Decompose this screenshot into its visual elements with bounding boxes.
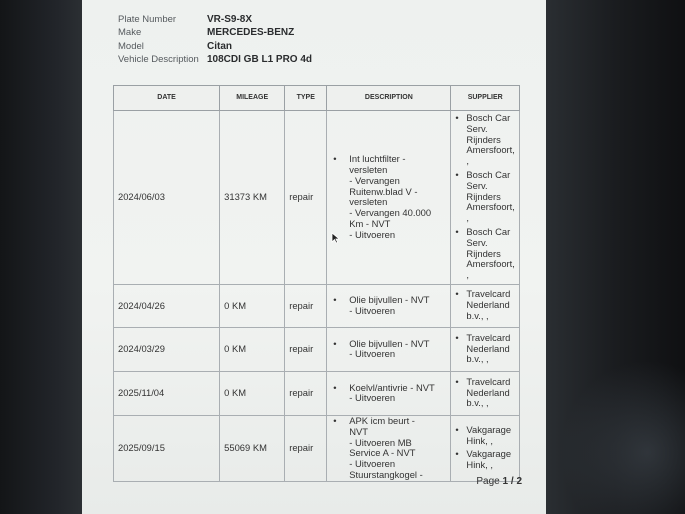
supplier-item: • Bosch Car Serv. Rijnders Amersfoort, , bbox=[455, 227, 515, 281]
cell-date: 2024/04/26 bbox=[114, 284, 220, 327]
mouse-pointer-icon bbox=[331, 232, 341, 244]
cell-type: repair bbox=[285, 415, 327, 481]
cell-type: repair bbox=[285, 327, 327, 371]
vehicle-info bbox=[118, 13, 312, 67]
table-row bbox=[114, 371, 520, 415]
cell-type: repair bbox=[285, 284, 327, 327]
supplier-list bbox=[455, 111, 515, 281]
supplier-list bbox=[455, 287, 515, 321]
cell-supplier bbox=[451, 284, 520, 327]
cell-description bbox=[327, 415, 451, 481]
cell-date: 2025/09/15 bbox=[114, 415, 220, 481]
supplier-item: • Travelcard Nederland b.v., , bbox=[455, 377, 515, 409]
cell-description bbox=[327, 327, 451, 371]
cell-supplier bbox=[451, 371, 520, 415]
description-item bbox=[331, 295, 446, 317]
make-label: Make bbox=[118, 27, 142, 39]
supplier-item: • Travelcard Nederland b.v., , bbox=[455, 289, 515, 321]
header-date: DATE bbox=[114, 86, 220, 111]
cell-type: repair bbox=[285, 111, 327, 285]
cell-supplier bbox=[451, 327, 520, 371]
supplier-item: • Bosch Car Serv. Rijnders Amersfoort, , bbox=[455, 113, 515, 167]
cell-mileage: 55069 KM bbox=[220, 415, 285, 481]
vehicle-description-label: Vehicle Description bbox=[118, 54, 199, 66]
cell-description bbox=[327, 284, 451, 327]
make-value: MERCEDES-BENZ bbox=[207, 27, 295, 39]
cell-description bbox=[327, 371, 451, 415]
model-value: Citan bbox=[207, 40, 232, 52]
cell-mileage: 31373 KM bbox=[220, 111, 285, 285]
supplier-item: • Bosch Car Serv. Rijnders Amersfoort, , bbox=[455, 170, 515, 224]
cell-description bbox=[327, 111, 451, 285]
table-row bbox=[114, 327, 520, 371]
document-page bbox=[82, 0, 546, 514]
current-page: 1 bbox=[502, 476, 509, 487]
bullet-icon: • bbox=[333, 153, 337, 165]
cell-date: 2024/03/29 bbox=[114, 327, 220, 371]
monitor-bezel-left bbox=[0, 0, 82, 514]
page-indicator bbox=[476, 476, 522, 487]
table-header-row bbox=[114, 86, 520, 111]
cell-supplier bbox=[451, 111, 520, 285]
screen-reflection bbox=[560, 360, 685, 514]
supplier-item: • Travelcard Nederland b.v., , bbox=[455, 333, 515, 365]
table-row bbox=[114, 111, 520, 285]
maintenance-table bbox=[113, 85, 520, 482]
plate-value: VR-S9-8X bbox=[207, 14, 253, 25]
supplier-item: • Vakgarage Hink, , bbox=[455, 425, 515, 447]
bullet-icon: • bbox=[333, 337, 337, 349]
bullet-icon: • bbox=[333, 381, 337, 393]
cell-type: repair bbox=[285, 371, 327, 415]
plate-label: Plate Number bbox=[118, 14, 177, 25]
header-description: DESCRIPTION bbox=[327, 86, 451, 111]
description-text: Koelvl/antivrie - NVT - Uitvoeren bbox=[349, 381, 435, 404]
model-row bbox=[118, 40, 312, 53]
plate-row bbox=[118, 13, 312, 26]
page-separator: / bbox=[510, 476, 514, 487]
supplier-item: • Vakgarage Hink, , bbox=[455, 449, 515, 471]
make-row bbox=[118, 26, 312, 39]
description-item bbox=[331, 339, 446, 361]
description-item bbox=[331, 416, 446, 481]
description-item bbox=[331, 383, 446, 405]
header-mileage: MILEAGE bbox=[220, 86, 285, 111]
cell-mileage: 0 KM bbox=[220, 284, 285, 327]
description-text: Int luchtfilter - versleten - Vervangen Ruitenw.blad V - versleten - Vervangen 40.000 Km - NVT - Uitvoeren bbox=[349, 153, 432, 240]
total-pages: 2 bbox=[516, 476, 522, 487]
supplier-list bbox=[455, 375, 515, 409]
model-label: Model bbox=[118, 40, 144, 52]
bullet-icon: • bbox=[333, 414, 337, 426]
cell-supplier bbox=[451, 415, 520, 481]
cell-date: 2024/06/03 bbox=[114, 111, 220, 285]
vehicle-description-value: 108CDI GB L1 PRO 4d bbox=[207, 54, 313, 66]
cell-mileage: 0 KM bbox=[220, 371, 285, 415]
supplier-list bbox=[455, 331, 515, 365]
table-row bbox=[114, 284, 520, 327]
bullet-icon: • bbox=[333, 294, 337, 306]
description-item bbox=[331, 154, 446, 240]
vehicle-description-row bbox=[118, 53, 312, 66]
cell-mileage: 0 KM bbox=[220, 327, 285, 371]
page-prefix: Page bbox=[476, 476, 500, 487]
header-supplier: SUPPLIER bbox=[451, 86, 520, 111]
supplier-list bbox=[455, 423, 515, 471]
cell-date: 2025/11/04 bbox=[114, 371, 220, 415]
description-text: APK icm beurt - NVT - Uitvoeren MB Service A - NVT - Uitvoeren Stuurstangkogel - bbox=[349, 414, 423, 480]
header-type: TYPE bbox=[285, 86, 327, 111]
table-row bbox=[114, 415, 520, 481]
description-text: Olie bijvullen - NVT - Uitvoeren bbox=[349, 337, 430, 360]
description-text: Olie bijvullen - NVT - Uitvoeren bbox=[349, 294, 430, 316]
